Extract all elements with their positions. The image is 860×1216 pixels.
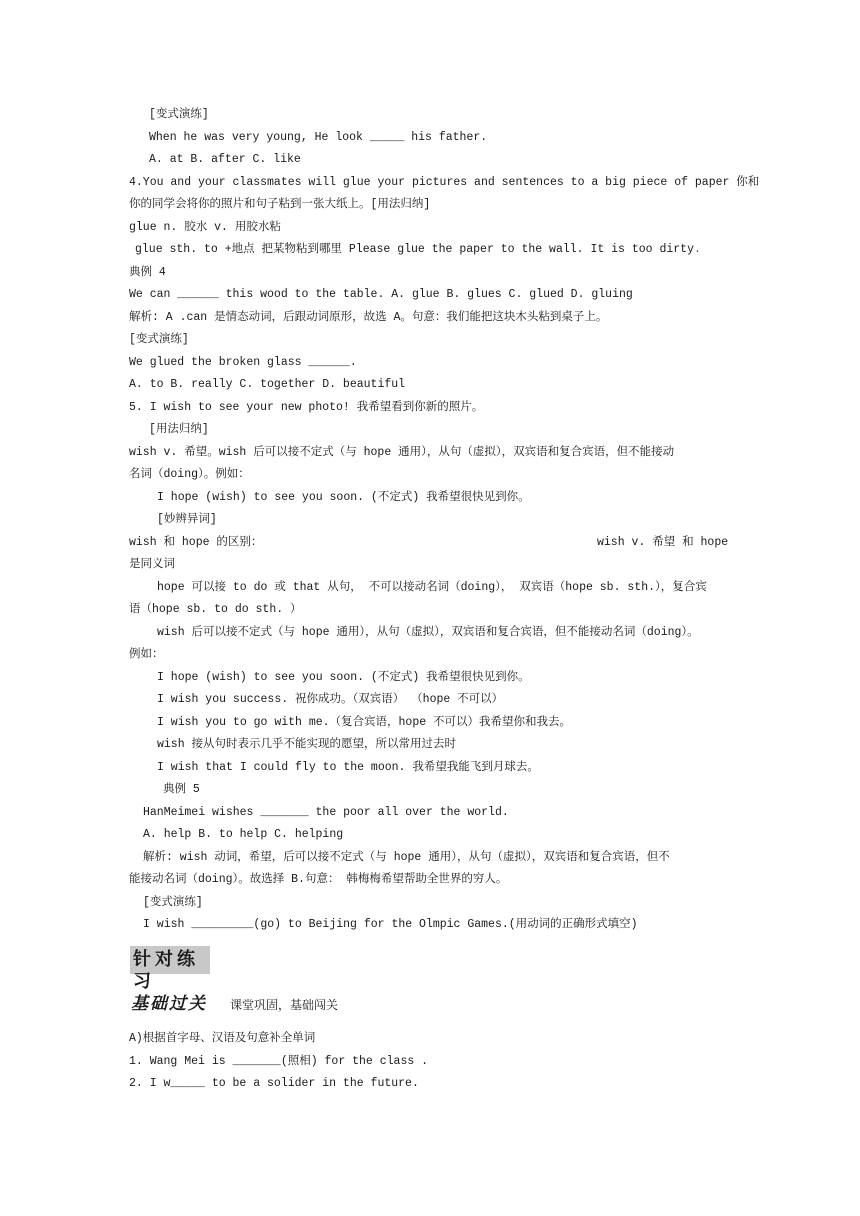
variant-practice-heading: [变式演练] xyxy=(149,108,209,121)
wish-hope-difference: wish 和 hope 的区别： xyxy=(129,536,263,549)
example-label: 例如： xyxy=(129,648,164,661)
item-4-translation: 你的同学会将你的照片和句子粘到一张大纸上。[用法归纳] xyxy=(129,198,431,211)
practice-question: When he was very young, He look _____ his father. xyxy=(149,131,488,144)
distinguish-heading: [妙辨异词] xyxy=(157,513,217,526)
example-4-heading: 典例 4 xyxy=(129,266,166,279)
wish-definition-cont: 名词（doing）。例如： xyxy=(129,468,250,481)
practice-question: We glued the broken glass ______. xyxy=(129,356,357,369)
example-4-question: We can ______ this wood to the table. A. glue B. glues C. glued D. gluing xyxy=(129,288,633,301)
wish-definition: wish v. 希望。wish 后可以接不定式（与 hope 通用），从句（虚拟），双宾语和复合宾语，但不能接动 xyxy=(129,446,675,459)
exercise-instruction: A)根据首字母、汉语及句意补全单词 xyxy=(129,1032,316,1045)
wish-usage: wish 后可以接不定式（与 hope 通用），从句（虚拟），双宾语和复合宾语，但不能接动名词（doing）。 xyxy=(157,626,699,639)
practice-options: A. at B. after C. like xyxy=(149,153,301,166)
example-4-analysis: 解析: A .can 是情态动词，后跟动词原形，故选 A。句意：我们能把这块木头粘到桌子上。 xyxy=(129,311,608,324)
wish-example: I hope (wish) to see you soon. (不定式) 我希望很快见到你。 xyxy=(157,491,530,504)
glue-usage-text: glue sth. to +地点 把某物粘到哪里 Please glue the paper to the wall. It is too dirty xyxy=(135,243,694,256)
practice-question: I wish _________(go) to Beijing for the Olmpic Games.(用动词的正确形式填空) xyxy=(143,918,638,931)
usage-summary-heading: [用法归纳] xyxy=(149,423,209,436)
glue-usage-period: . xyxy=(693,243,701,256)
example-5-question: HanMeimei wishes _______ the poor all over the world. xyxy=(143,806,509,819)
subsection-title: 基础过关 xyxy=(131,994,207,1014)
wish-example: I wish you to go with me.（复合宾语，hope 不可以）我希望你和我去。 xyxy=(157,716,572,729)
wish-example: I hope (wish) to see you soon. (不定式) 我希望很快见到你。 xyxy=(157,671,530,684)
exercise-item-1: 1. Wang Mei is _______(照相) for the class . xyxy=(129,1055,429,1068)
section-title-bar xyxy=(130,946,210,992)
section-title: 针对练习 xyxy=(133,949,199,992)
hope-usage: hope 可以接 to do 或 that 从句， 不可以接动名词（doing）， 双宾语（hope sb. sth.），复合宾 xyxy=(157,581,707,594)
practice-options: A. to B. really C. together D. beautiful xyxy=(129,378,406,391)
example-5-heading: 典例 5 xyxy=(163,783,200,796)
item-5-sentence: 5. I wish to see your new photo! 我希望看到你新的照片。 xyxy=(129,401,484,414)
exercise-item-2: 2. I w_____ to be a solider in the future. xyxy=(129,1077,419,1090)
example-5-analysis-cont: 能接动名词（doing）。故选择 B.句意： 韩梅梅希望帮助全世界的穷人。 xyxy=(129,873,508,886)
wish-example: I wish that I could fly to the moon. 我希望我能飞到月球去。 xyxy=(157,761,539,774)
wish-clause-note: wish 接从句时表示几乎不能实现的愿望，所以常用过去时 xyxy=(157,738,457,751)
glue-definition: glue n. 胶水 v. 用胶水粘 xyxy=(129,221,281,234)
variant-practice-heading: [变式演练] xyxy=(143,896,203,909)
wish-hope-synonym: wish v. 希望 和 hope xyxy=(597,536,729,549)
wish-example: I wish you success. 祝你成功。（双宾语） （hope 不可以） xyxy=(157,693,504,706)
synonym-note: 是同义词 xyxy=(129,558,175,571)
variant-practice-heading: [变式演练] xyxy=(129,333,189,346)
subsection-note: 课堂巩固，基础闯关 xyxy=(230,998,339,1012)
item-4-sentence: 4.You and your classmates will glue your pictures and sentences to a big piece of paper 你和 xyxy=(129,176,760,189)
example-5-analysis: 解析: wish 动词，希望，后可以接不定式（与 hope 通用），从句（虚拟），双宾语和复合宾语，但不 xyxy=(143,851,670,864)
example-5-options: A. help B. to help C. helping xyxy=(143,828,344,841)
hope-usage-cont: 语（hope sb. to do sth. ） xyxy=(129,603,302,616)
glue-usage xyxy=(135,242,701,258)
